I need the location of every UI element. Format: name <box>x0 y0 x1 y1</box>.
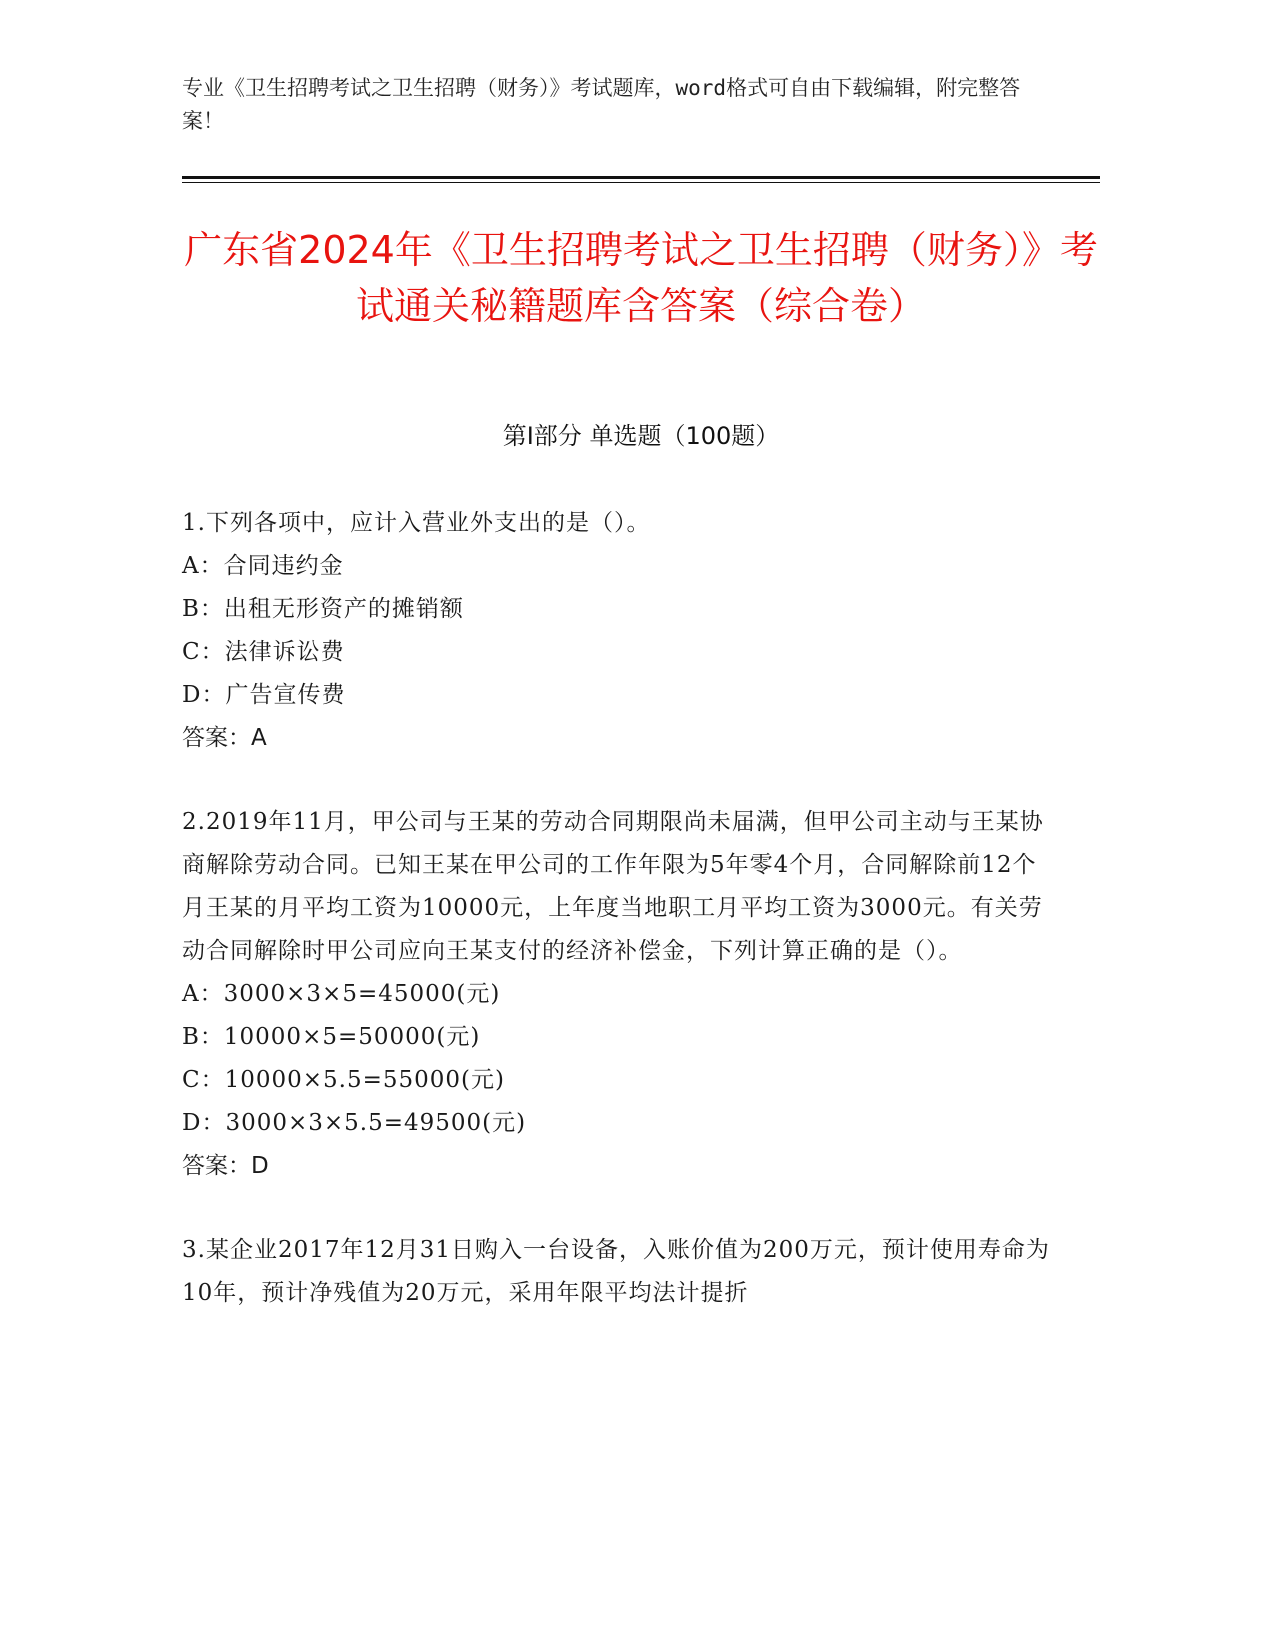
header-rule-thick <box>182 176 1100 179</box>
answer: 答案：A <box>182 725 267 751</box>
option-b: B：出租无形资产的摊销额 <box>182 596 464 622</box>
question-stem: 1.下列各项中，应计入营业外支出的是（）。 <box>182 510 651 536</box>
header-rule-thin <box>182 182 1100 183</box>
question-1 <box>182 502 1052 760</box>
question-3 <box>182 1229 1052 1315</box>
option-d: D：广告宣传费 <box>182 682 346 708</box>
option-a: A：合同违约金 <box>182 553 344 579</box>
option-c: C：10000×5.5=55000(元) <box>182 1067 505 1093</box>
document-title: 广东省2024年《卫生招聘考试之卫生招聘（财务）》考试通关秘籍题库含答案（综合卷） <box>184 228 1098 328</box>
answer: 答案：D <box>182 1153 269 1179</box>
question-stem: 2.2019年11月，甲公司与王某的劳动合同期限尚未届满，但甲公司主动与王某协商解除劳动合同。已知王某在甲公司的工作年限为5年零4个月，合同解除前12个月王某的月平均工资为10000元，上年度当地职工月平均工资为3000元。有关劳动合同解除时甲公司应向王某支付的经济补偿金，下列计算正确的是（）。 <box>182 809 1044 964</box>
question-stem: 3.某企业2017年12月31日购入一台设备，入账价值为200万元，预计使用寿命为10年，预计净残值为20万元，采用年限平均法计提折 <box>182 1237 1050 1306</box>
option-c: C：法律诉讼费 <box>182 639 345 665</box>
question-2 <box>182 801 1052 1188</box>
option-b: B：10000×5=50000(元) <box>182 1024 481 1050</box>
option-a: A：3000×3×5=45000(元) <box>182 981 501 1007</box>
header-note: 专业《卫生招聘考试之卫生招聘（财务）》考试题库，word格式可自由下载编辑，附完整答案！ <box>182 76 1021 133</box>
option-d: D：3000×3×5.5=49500(元) <box>182 1110 527 1136</box>
section-heading: 第I部分 单选题（100题） <box>502 422 780 450</box>
question-list <box>182 502 1052 1356</box>
